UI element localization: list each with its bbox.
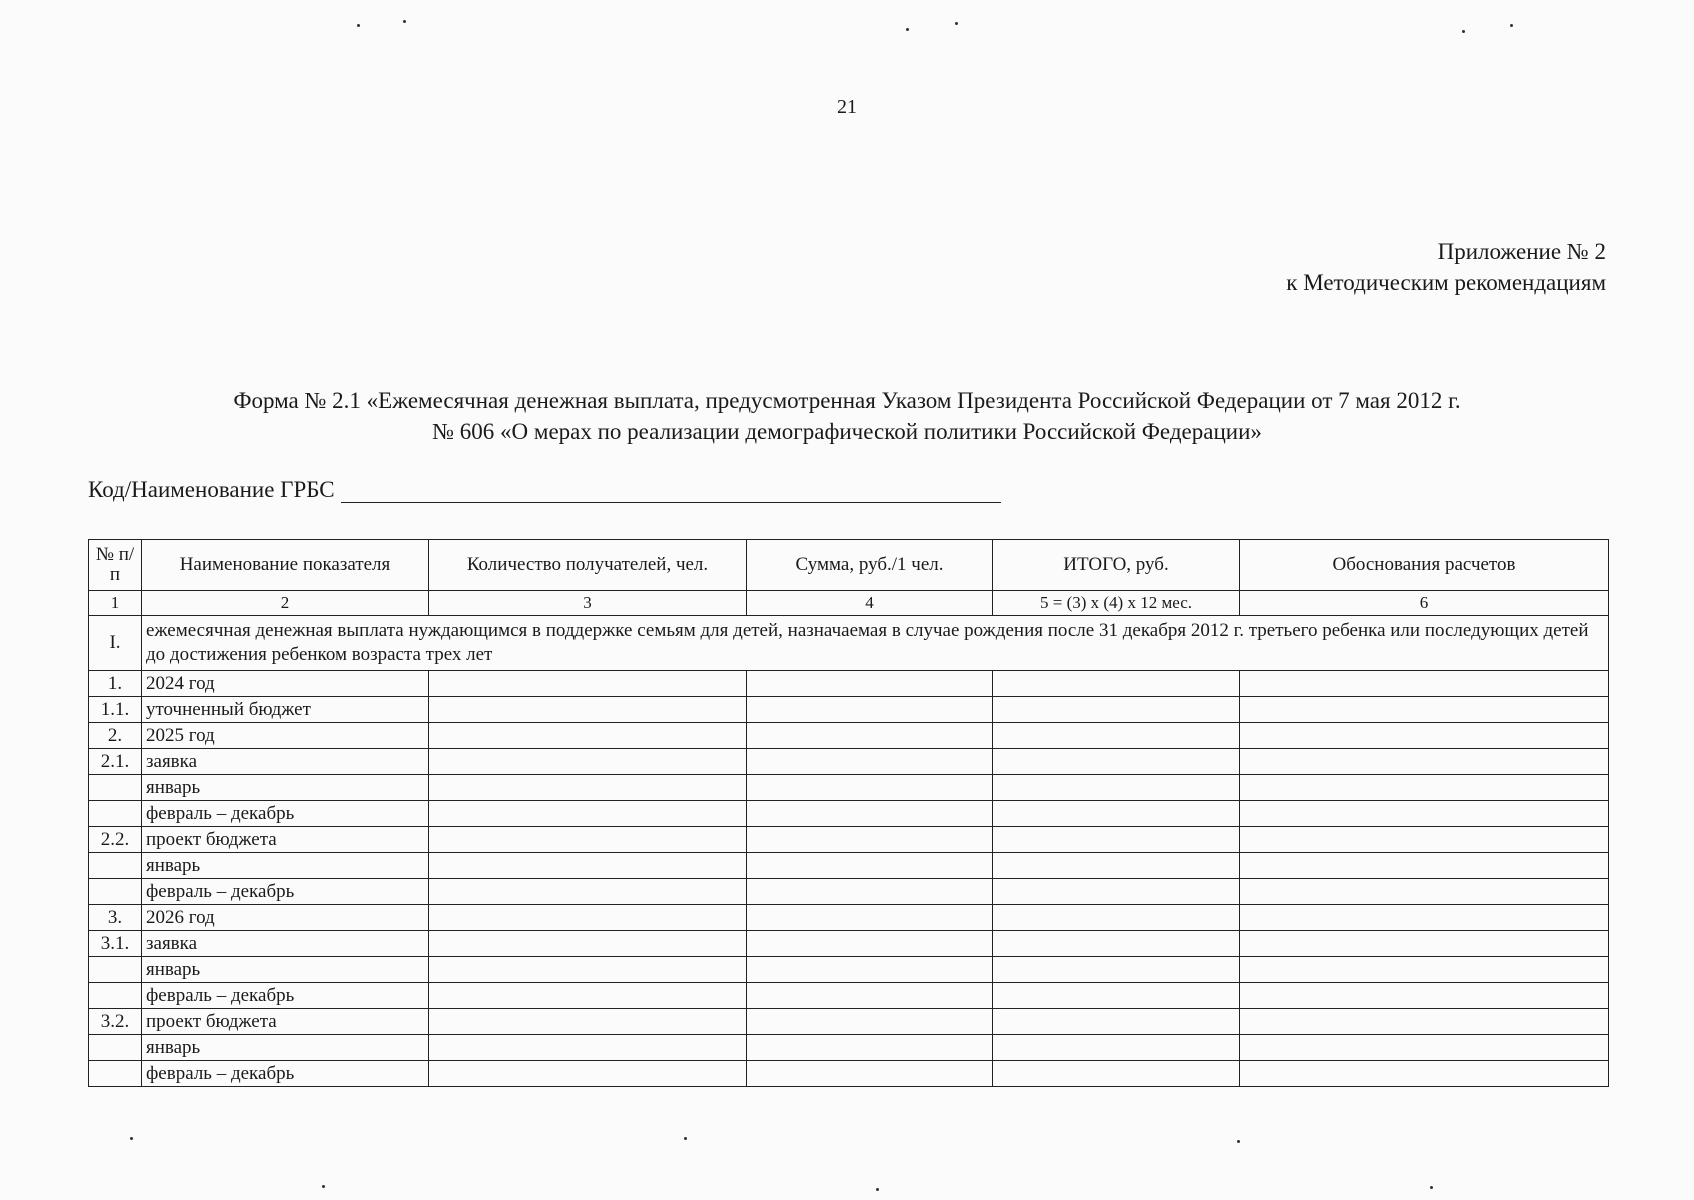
table-row — [89, 983, 1609, 1009]
total-cell[interactable] — [993, 1035, 1240, 1061]
justification-cell[interactable] — [1240, 1009, 1609, 1035]
justification-cell[interactable] — [1240, 983, 1609, 1009]
row-number: 2.2. — [89, 827, 142, 853]
justification-cell[interactable] — [1240, 1061, 1609, 1087]
row-label: 2025 год — [142, 723, 429, 749]
recipients-cell[interactable] — [429, 1009, 747, 1035]
table-row — [89, 671, 1609, 697]
form-title-line-2: № 606 «О мерах по реализации демографической политики Российской Федерации» — [432, 419, 1262, 444]
recipients-cell[interactable] — [429, 1035, 747, 1061]
sum-per-person-cell[interactable] — [747, 775, 993, 801]
total-cell[interactable] — [993, 957, 1240, 983]
recipients-cell[interactable] — [429, 775, 747, 801]
row-number — [89, 1035, 142, 1061]
total-cell[interactable] — [993, 1061, 1240, 1087]
sum-per-person-cell[interactable] — [747, 957, 993, 983]
form-title — [80, 385, 1614, 447]
section-row — [89, 616, 1609, 671]
table-row — [89, 775, 1609, 801]
table-row — [89, 697, 1609, 723]
sum-per-person-cell[interactable] — [747, 905, 993, 931]
scan-speck — [1430, 1186, 1433, 1189]
justification-cell[interactable] — [1240, 905, 1609, 931]
sum-per-person-cell[interactable] — [747, 983, 993, 1009]
recipients-cell[interactable] — [429, 723, 747, 749]
sum-per-person-cell[interactable] — [747, 1009, 993, 1035]
grbs-input-line[interactable] — [341, 478, 1001, 503]
row-label: 2024 год — [142, 671, 429, 697]
scan-speck — [906, 28, 909, 31]
sum-per-person-cell[interactable] — [747, 723, 993, 749]
row-number — [89, 1061, 142, 1087]
table-row — [89, 749, 1609, 775]
recipients-cell[interactable] — [429, 749, 747, 775]
column-number: 4 — [747, 591, 993, 616]
header-indicator: Наименование показателя — [142, 540, 429, 591]
form-title-line-1: Форма № 2.1 «Ежемесячная денежная выплата, предусмотренная Указом Президента Российской Федерации от 7 мая 2012 г. — [233, 388, 1461, 413]
row-label: февраль – декабрь — [142, 801, 429, 827]
justification-cell[interactable] — [1240, 957, 1609, 983]
scan-speck — [322, 1185, 325, 1188]
column-number: 6 — [1240, 591, 1609, 616]
table-row — [89, 1061, 1609, 1087]
table-row — [89, 853, 1609, 879]
total-cell[interactable] — [993, 723, 1240, 749]
form-table — [88, 539, 1609, 1087]
justification-cell[interactable] — [1240, 723, 1609, 749]
row-number: 2. — [89, 723, 142, 749]
justification-cell[interactable] — [1240, 697, 1609, 723]
header-justification: Обоснования расчетов — [1240, 540, 1609, 591]
section-number: I. — [89, 616, 142, 671]
total-cell[interactable] — [993, 879, 1240, 905]
total-cell[interactable] — [993, 931, 1240, 957]
recipients-cell[interactable] — [429, 983, 747, 1009]
total-cell[interactable] — [993, 905, 1240, 931]
table-row — [89, 957, 1609, 983]
sum-per-person-cell[interactable] — [747, 1061, 993, 1087]
justification-cell[interactable] — [1240, 931, 1609, 957]
row-label: январь — [142, 1035, 429, 1061]
header-sum-per-person: Сумма, руб./1 чел. — [747, 540, 993, 591]
recipients-cell[interactable] — [429, 931, 747, 957]
table-row — [89, 905, 1609, 931]
section-description: ежемесячная денежная выплата нуждающимся в поддержке семьям для детей, назначаемая в случае рождения после 31 декабря 2012 г. третьего ребенка или последующих детей до достижения ребенком возраста трех лет — [142, 616, 1609, 671]
sum-per-person-cell[interactable] — [747, 749, 993, 775]
sum-per-person-cell[interactable] — [747, 697, 993, 723]
row-label: январь — [142, 775, 429, 801]
sum-per-person-cell[interactable] — [747, 671, 993, 697]
recipients-cell[interactable] — [429, 801, 747, 827]
column-number-row — [89, 591, 1609, 616]
scan-speck — [876, 1188, 879, 1191]
total-cell[interactable] — [993, 827, 1240, 853]
header-num: № п/п — [89, 540, 142, 591]
sum-per-person-cell[interactable] — [747, 827, 993, 853]
scan-speck — [955, 22, 958, 25]
recipients-cell[interactable] — [429, 697, 747, 723]
row-number: 2.1. — [89, 749, 142, 775]
sum-per-person-cell[interactable] — [747, 879, 993, 905]
scan-speck — [1237, 1140, 1240, 1143]
recipients-cell[interactable] — [429, 827, 747, 853]
justification-cell[interactable] — [1240, 749, 1609, 775]
total-cell[interactable] — [993, 853, 1240, 879]
row-number: 3.1. — [89, 931, 142, 957]
justification-cell[interactable] — [1240, 775, 1609, 801]
row-number: 1. — [89, 671, 142, 697]
scan-speck — [1510, 24, 1513, 27]
page-number: 21 — [837, 96, 857, 118]
justification-cell[interactable] — [1240, 671, 1609, 697]
row-number — [89, 775, 142, 801]
row-label: 2026 год — [142, 905, 429, 931]
row-label: заявка — [142, 931, 429, 957]
table-row — [89, 827, 1609, 853]
grbs-label: Код/Наименование ГРБС — [88, 477, 335, 502]
row-number — [89, 879, 142, 905]
justification-cell[interactable] — [1240, 801, 1609, 827]
table-row — [89, 879, 1609, 905]
total-cell[interactable] — [993, 801, 1240, 827]
table-row — [89, 723, 1609, 749]
row-label: январь — [142, 957, 429, 983]
scan-speck — [1462, 30, 1465, 33]
scan-speck — [403, 20, 406, 23]
total-cell[interactable] — [993, 671, 1240, 697]
row-number: 3. — [89, 905, 142, 931]
header-total: ИТОГО, руб. — [993, 540, 1240, 591]
recipients-cell[interactable] — [429, 957, 747, 983]
grbs-field — [88, 477, 1001, 503]
table-row — [89, 801, 1609, 827]
row-number — [89, 957, 142, 983]
total-cell[interactable] — [993, 983, 1240, 1009]
sum-per-person-cell[interactable] — [747, 801, 993, 827]
total-cell[interactable] — [993, 749, 1240, 775]
table-row — [89, 931, 1609, 957]
recipients-cell[interactable] — [429, 671, 747, 697]
appendix-note — [1286, 236, 1606, 298]
row-label: проект бюджета — [142, 827, 429, 853]
row-label: февраль – декабрь — [142, 1061, 429, 1087]
recipients-cell[interactable] — [429, 853, 747, 879]
recipients-cell[interactable] — [429, 879, 747, 905]
scan-speck — [130, 1137, 133, 1140]
justification-cell[interactable] — [1240, 1035, 1609, 1061]
row-number — [89, 853, 142, 879]
row-number: 1.1. — [89, 697, 142, 723]
column-number: 1 — [89, 591, 142, 616]
justification-cell[interactable] — [1240, 853, 1609, 879]
row-number — [89, 983, 142, 1009]
row-label: заявка — [142, 749, 429, 775]
recipients-cell[interactable] — [429, 905, 747, 931]
row-label: февраль – декабрь — [142, 983, 429, 1009]
header-recipients: Количество получателей, чел. — [429, 540, 747, 591]
sum-per-person-cell[interactable] — [747, 931, 993, 957]
table-row — [89, 1035, 1609, 1061]
column-number: 5 = (3) x (4) x 12 мес. — [993, 591, 1240, 616]
justification-cell[interactable] — [1240, 827, 1609, 853]
total-cell[interactable] — [993, 1009, 1240, 1035]
scan-speck — [357, 24, 360, 27]
appendix-line-1: Приложение № 2 — [1437, 239, 1606, 264]
sum-per-person-cell[interactable] — [747, 1035, 993, 1061]
sum-per-person-cell[interactable] — [747, 853, 993, 879]
row-label: проект бюджета — [142, 1009, 429, 1035]
total-cell[interactable] — [993, 775, 1240, 801]
justification-cell[interactable] — [1240, 879, 1609, 905]
row-label: уточненный бюджет — [142, 697, 429, 723]
total-cell[interactable] — [993, 697, 1240, 723]
column-number: 2 — [142, 591, 429, 616]
row-number: 3.2. — [89, 1009, 142, 1035]
appendix-line-2: к Методическим рекомендациям — [1286, 270, 1606, 295]
table-header-row — [89, 540, 1609, 591]
scan-speck — [684, 1137, 687, 1140]
row-label: февраль – декабрь — [142, 879, 429, 905]
recipients-cell[interactable] — [429, 1061, 747, 1087]
column-number: 3 — [429, 591, 747, 616]
row-label: январь — [142, 853, 429, 879]
row-number — [89, 801, 142, 827]
table-row — [89, 1009, 1609, 1035]
